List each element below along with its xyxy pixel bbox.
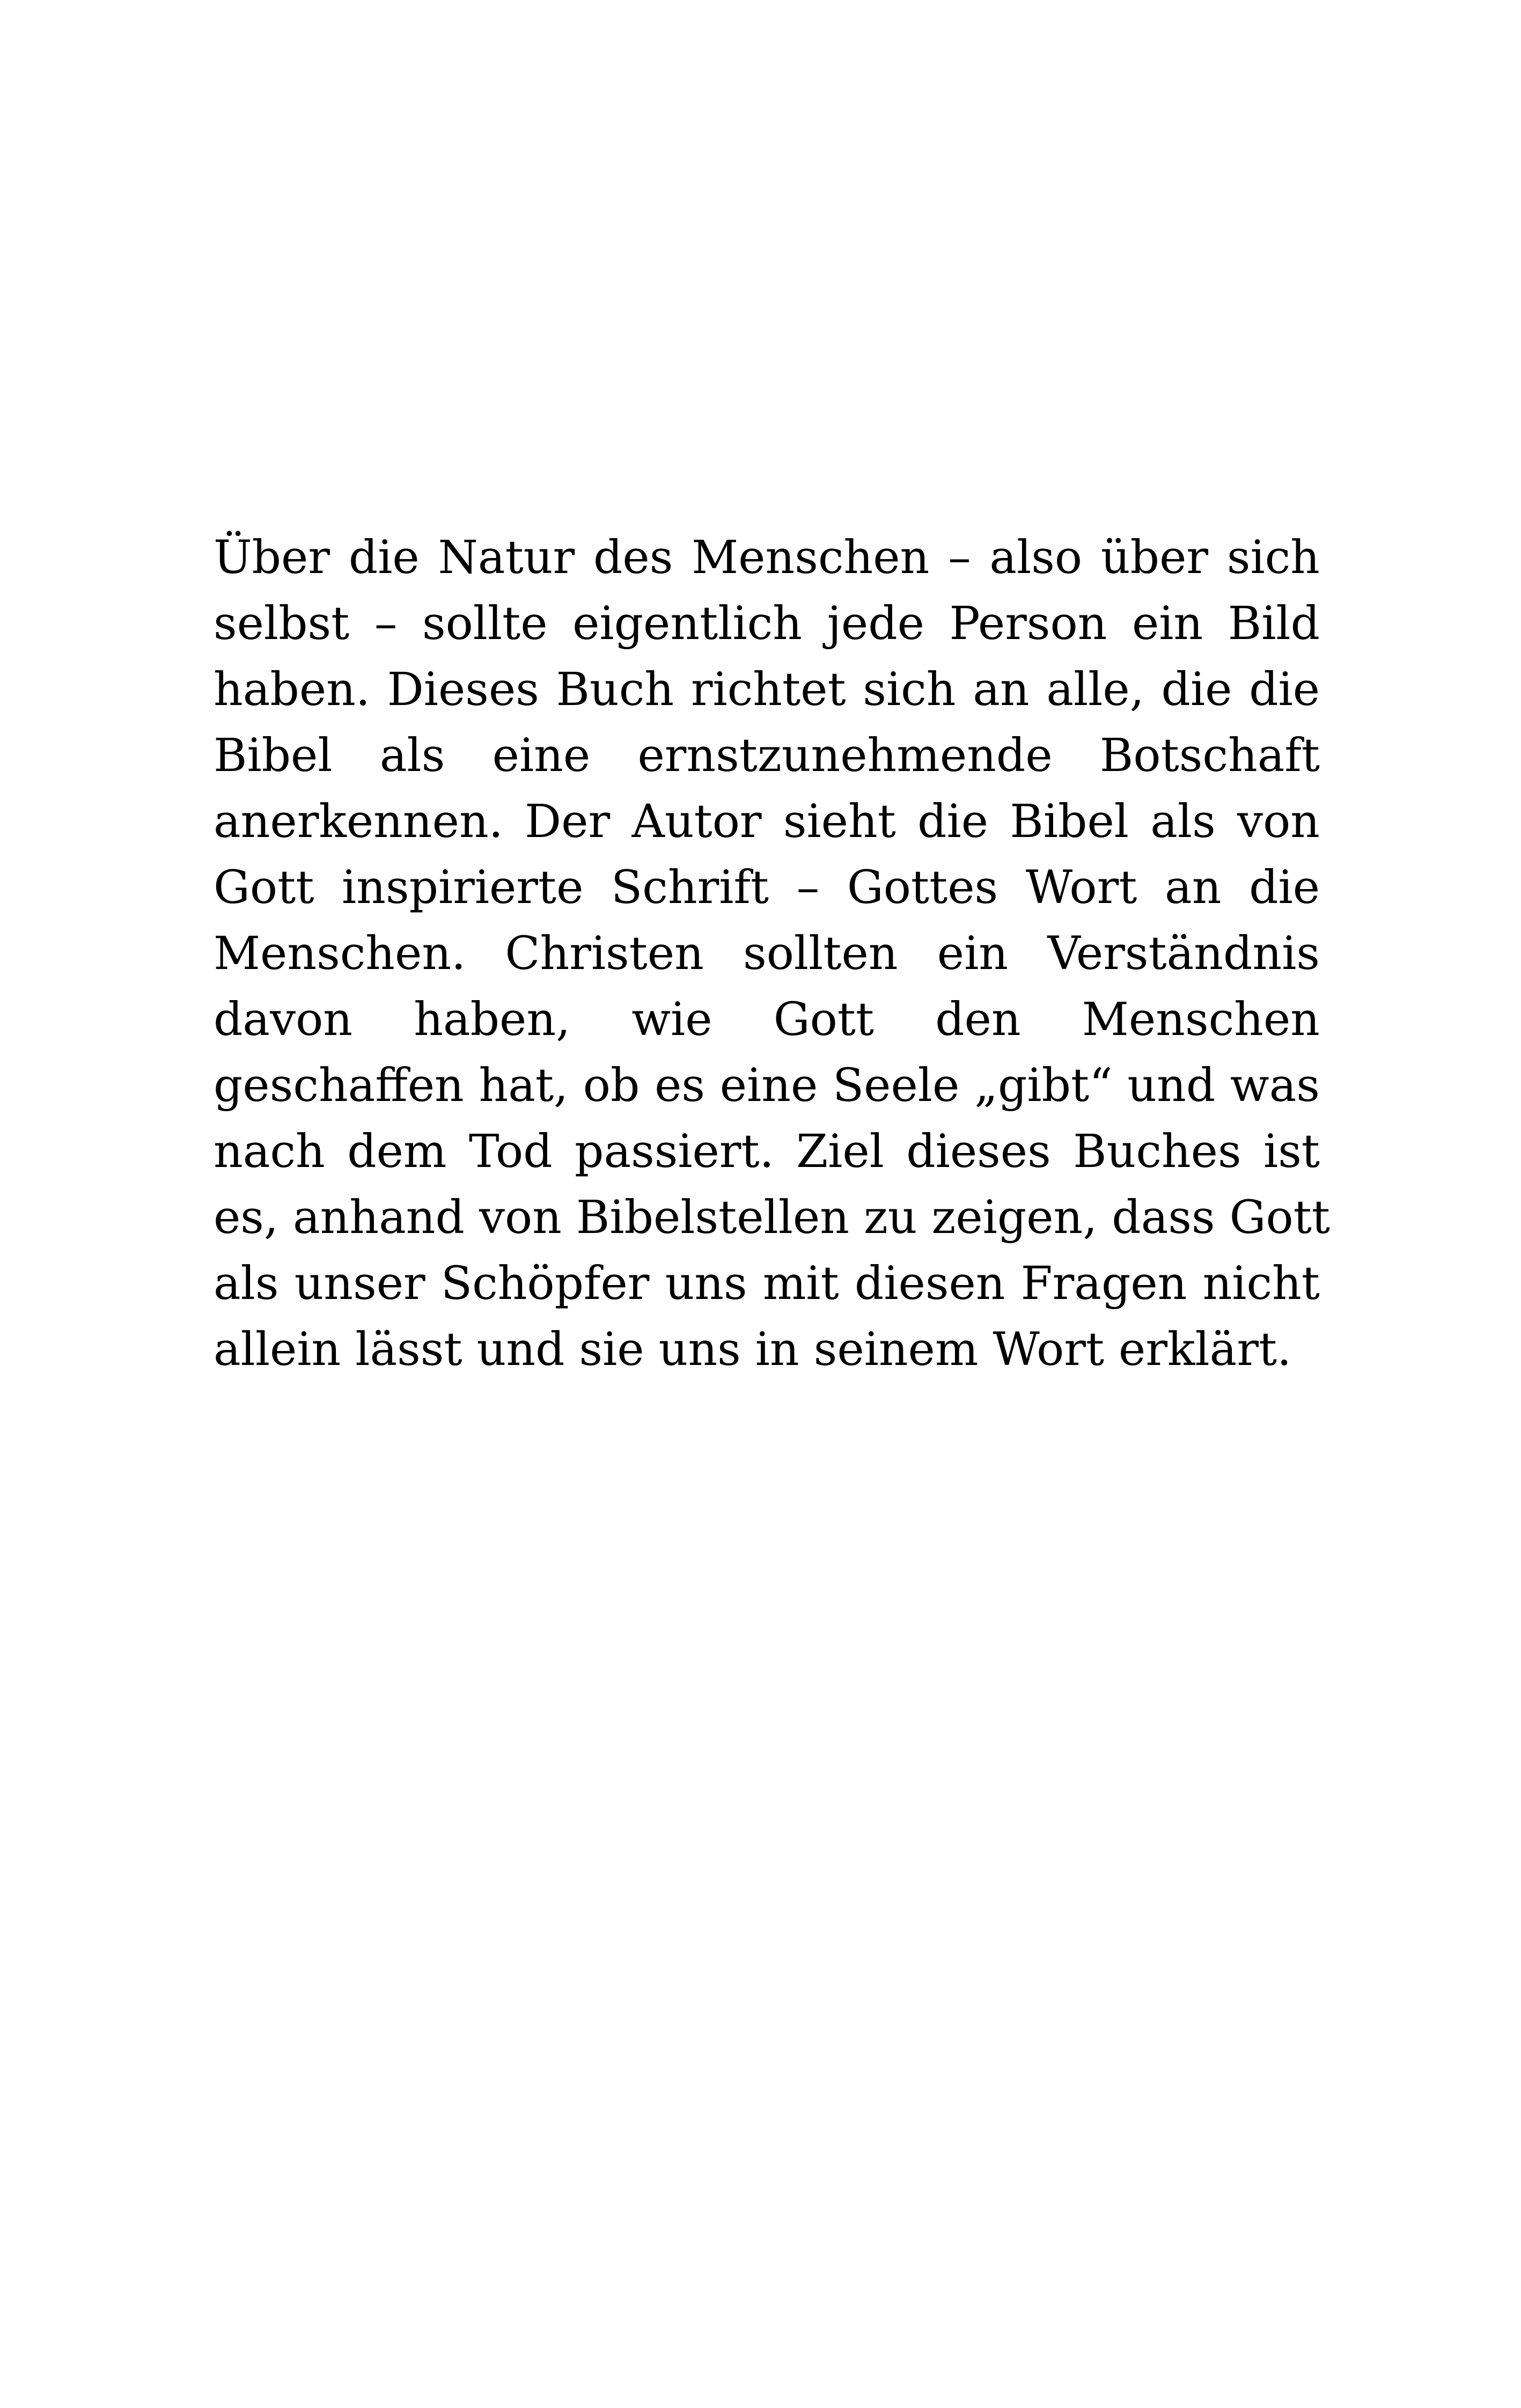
- paragraph-line: Über die Natur des Menschen – also über sich: [214, 531, 1320, 584]
- paragraph-line: davon haben, wie Gott den Menschen: [214, 993, 1320, 1046]
- paragraph-line: anerkennen. Der Autor sieht die Bibel als von: [214, 795, 1320, 848]
- paragraph-line: es, anhand von Bibelstellen zu zeigen, dass Gott: [214, 1191, 1331, 1244]
- paragraph-line: geschaffen hat, ob es eine Seele „gibt“ und was: [214, 1059, 1320, 1112]
- paragraph-line: haben. Dieses Buch richtet sich an alle, die die: [214, 663, 1320, 716]
- paragraph-line: selbst – sollte eigentlich jede Person ein Bild: [214, 597, 1320, 650]
- paragraph-line: als unser Schöpfer uns mit diesen Fragen nicht: [214, 1257, 1320, 1310]
- paragraph-line: Bibel als eine ernstzunehmende Botschaft: [214, 729, 1320, 782]
- body-paragraph: [214, 525, 1331, 1383]
- paragraph-line: Gott inspirierte Schrift – Gottes Wort an die: [214, 861, 1320, 914]
- paragraph-line: Menschen. Christen sollten ein Verständnis: [214, 927, 1320, 980]
- paragraph-line-last: allein lässt und sie uns in seinem Wort erklärt.: [214, 1323, 1292, 1376]
- paragraph-line: nach dem Tod passiert. Ziel dieses Buches ist: [214, 1125, 1320, 1178]
